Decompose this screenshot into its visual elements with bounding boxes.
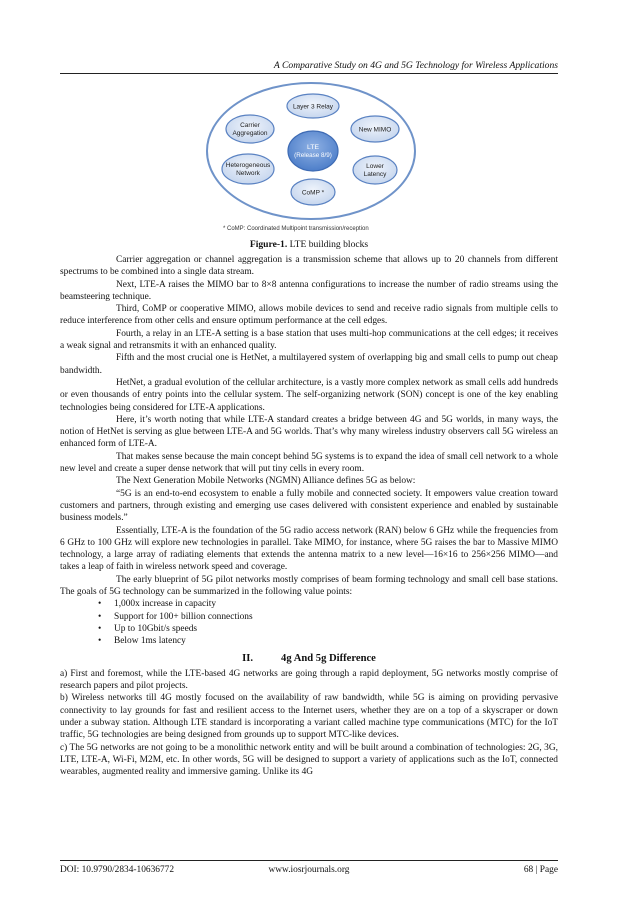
list-item: • Support for 100+ billion connections	[98, 611, 253, 622]
section-number: II.	[242, 652, 254, 664]
paragraph-difference-b: b) Wireless networks till 4G mostly focused on the availability of raw bandwidth, while 5G is aiming on providing pervasive connectivity to lay grounds for fast and resilient access to the Internet users, whether they are on a top of a skyscraper or down under a subway station. Although LTE standard is incorporating a variant called machine type communications (MTC) for the IoT traffic, 5G technologies are being designed from grounds up to support MTC-like devices.	[60, 693, 558, 741]
block-heterogeneous-network-label-1: Heterogeneous	[225, 162, 271, 169]
paragraph-difference-a: a) First and foremost, while the LTE-based 4G networks are going through a rapid deployment, 5G networks mostly comprise of research papers and pilot projects.	[60, 668, 558, 692]
footer-rule	[60, 860, 558, 861]
paragraph-blueprint: The early blueprint of 5G pilot networks mostly comprises of beam forming technology and small cell base stations. The goals of 5G technology can be summarized in the following value points:	[60, 574, 558, 598]
figure-footnote: * CoMP: Coordinated Multipoint transmission/reception	[223, 226, 369, 232]
block-heterogeneous-network	[222, 154, 274, 184]
block-lower-latency-label-2: Latency	[363, 171, 387, 178]
paragraph-small-cells: That makes sense because the main concept behind 5G systems is to expand the idea of small cell network to a whole new level and create a super dense network that will put tiny cells in every room.	[60, 451, 558, 475]
paragraph-relay: Fourth, a relay in an LTE-A setting is a base station that uses multi-hop communications at the cell edges; it receives a weak signal and retransmits it with an enhanced quality.	[60, 328, 558, 352]
section-title-text: 4g And 5g Difference	[281, 652, 376, 664]
section-heading	[60, 653, 558, 665]
paragraph-quote: “5G is an end-to-end ecosystem to enable a fully mobile and connected society. It empowers value creation toward customers and partners, through existing and emerging use cases delivered with consistent experience and enabled by sustainable business models.”	[60, 488, 558, 524]
paragraph-hetnet: HetNet, a gradual evolution of the cellular architecture, is a vastly more complex network as small cells add hundreds or even thousands of entry points into the cellular system. The self-organizing network (SON) concept is one of the key enabling technologies being considered for LTE-A applications.	[60, 377, 558, 413]
running-header: A Comparative Study on 4G and 5G Technology for Wireless Applications	[273, 60, 558, 71]
paragraph-comp: Third, CoMP or cooperative MIMO, allows mobile devices to send and receive radio signals from multiple cells to reduce interference from other cells and ensure optimum performance at the cell edges.	[60, 304, 558, 327]
block-carrier-aggregation-label-2: Aggregation	[232, 130, 268, 137]
paragraph-ngmn: The Next Generation Mobile Networks (NGMN) Alliance defines 5G as below:	[116, 476, 416, 487]
header-rule	[60, 73, 558, 74]
figure-caption-label: Figure-1.	[249, 239, 288, 250]
block-lte-center-label-1: LTE	[307, 144, 319, 151]
block-carrier-aggregation-label-1: Carrier	[240, 122, 260, 129]
footer-doi: DOI: 10.9790/2834-10636772	[60, 865, 175, 875]
block-lower-latency-label-1: Lower	[366, 163, 384, 170]
figure-caption-text: LTE building blocks	[287, 239, 369, 250]
footer-website: www.iosrjournals.org	[268, 865, 350, 875]
body-text	[60, 254, 558, 778]
value-points-list	[60, 598, 558, 647]
lte-building-blocks-figure	[205, 79, 417, 235]
paragraph-ran: Essentially, LTE-A is the foundation of the 5G radio access network (RAN) below 6 GHz while the frequencies from 6 GHz to 100 GHz will explore new technologies in parallel. Take MIMO, for instance, where 5G raises the bar to Massive MIMO technology, a large array of radiating elements that extends the antenna matrix to a new level—16×16 to 256×256 MIMO—and takes a leap of faith in wireless network speed and coverage.	[60, 525, 558, 573]
bullet-icon: •	[98, 636, 102, 647]
paragraph-hetnet-intro: Fifth and the most crucial one is HetNet, a multilayered system of overlapping big and small cells to pump out cheap bandwidth.	[60, 353, 558, 376]
block-heterogeneous-network-label-2: Network	[236, 170, 260, 177]
bullet-icon: •	[98, 623, 102, 634]
block-layer3-relay-label: Layer 3 Relay	[292, 103, 334, 111]
block-new-mimo-label: New MIMO	[358, 126, 392, 134]
block-lte-center	[288, 131, 338, 171]
list-item: • 1,000x increase in capacity	[98, 599, 217, 610]
block-carrier-aggregation	[226, 115, 274, 143]
list-item: • Up to 10Gbit/s speeds	[98, 623, 198, 634]
paragraph-difference-c: c) The 5G networks are not going to be a monolithic network entity and will be built around a combination of technologies: 2G, 3G, LTE, LTE-A, Wi-Fi, M2M, etc. In other words, 5G will be designed to support a variety of applications such as the IoT, connected wearables, augmented reality and immersive gaming. Unlike its 4G	[60, 742, 558, 778]
block-lte-center-label-2: (Release 8/9)	[294, 152, 332, 159]
block-comp-label: CoMP *	[301, 189, 325, 197]
list-item: • Below 1ms latency	[98, 636, 186, 647]
paragraph-carrier-aggregation: Carrier aggregation or channel aggregation is a transmission scheme that allows up to 20 channels from different spectrums to be combined into a single data stream.	[60, 255, 558, 278]
block-lower-latency	[353, 156, 397, 184]
bullet-icon: •	[98, 611, 102, 622]
figure-caption	[60, 239, 558, 250]
paragraph-mimo: Next, LTE-A raises the MIMO bar to 8×8 antenna configurations to increase the number of radio streams using the beamsteering technique.	[60, 279, 558, 302]
paragraph-bridge: Here, it’s worth noting that while LTE-A standard creates a bridge between 4G and 5G worlds, in many ways, the notion of HetNet is serving as glue between LTE-A and 5G worlds. That’s why many wireless industry observers call 5G wireless an enhanced form of LTE-A.	[60, 414, 558, 450]
bullet-icon: •	[98, 599, 102, 610]
footer-page-number: 68 | Page	[523, 865, 558, 875]
